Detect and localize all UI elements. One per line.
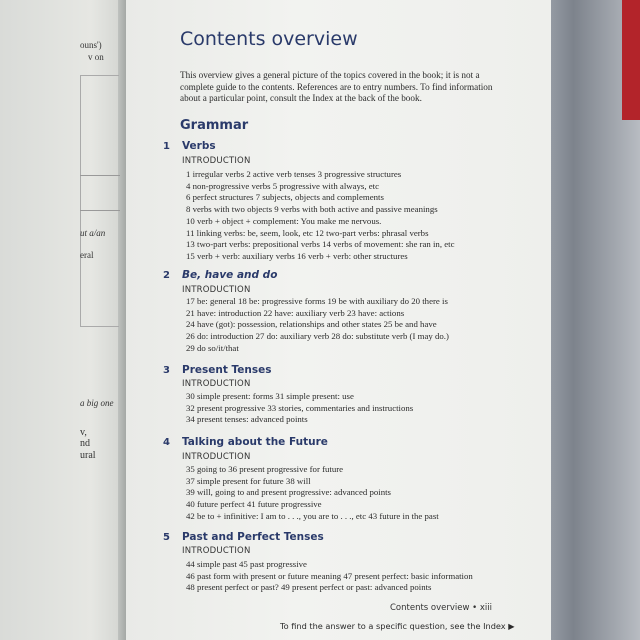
entry-line: 40 future perfect 41 future progressive — [186, 499, 322, 510]
part-heading: Grammar — [180, 118, 249, 133]
section-number: 3 — [163, 365, 170, 376]
entry-line: 42 be to + infinitive: I am to . . ., you are to . . ., etc 43 future in the past — [186, 510, 439, 521]
section-intro: INTRODUCTION — [182, 285, 251, 295]
prev-page-fragment: nd — [80, 438, 90, 449]
page-title: Contents overview — [180, 28, 358, 50]
prev-page-fragment: ut a/an — [80, 228, 106, 238]
entry-line: 11 linking verbs: be, seem, look, etc 12 two-part verbs: phrasal verbs — [186, 227, 429, 238]
page-footer: Contents overview • xiii — [390, 603, 492, 613]
entry-line: 46 past form with present or future meaning 47 present perfect: basic information — [186, 570, 473, 581]
section-number: 1 — [163, 141, 170, 152]
prev-page-fragment: v on — [88, 52, 104, 62]
entry-line: 26 do: introduction 27 do: auxiliary verb 28 do: substitute verb (I may do.) — [186, 331, 449, 342]
section-number: 4 — [163, 437, 170, 448]
index-note: To find the answer to a specific question, see the Index ▶ — [280, 621, 515, 631]
entry-line: 34 present tenses: advanced points — [186, 414, 308, 425]
prev-page-box — [80, 75, 119, 327]
section-title: Present Tenses — [182, 364, 272, 376]
entry-list — [186, 464, 439, 523]
section-title: Be, have and do — [182, 269, 278, 281]
entry-line: 13 two-part verbs: prepositional verbs 14 verbs of movement: she ran in, etc — [186, 239, 455, 250]
prev-page-fragment: ouns') — [80, 40, 102, 50]
red-book-edge — [622, 0, 640, 120]
entry-line: 35 going to 36 present progressive for future — [186, 464, 344, 474]
prev-page-rule — [80, 175, 120, 176]
entry-line: 21 have: introduction 22 have: auxiliary verb 23 have: actions — [186, 307, 405, 318]
section-number: 2 — [163, 270, 170, 281]
entry-line: 29 do so/it/that — [186, 342, 239, 353]
section-intro: INTRODUCTION — [182, 379, 251, 389]
entry-list — [186, 169, 454, 263]
entry-list — [186, 559, 473, 594]
entry-line: 15 verb + verb: auxiliary verbs 16 verb + verb: other structures — [186, 250, 408, 261]
entry-line: 24 have (got): possession, relationships and other states 25 be and have — [186, 319, 437, 330]
entry-line: 10 verb + object + complement: You make me nervous. — [186, 215, 382, 226]
entry-line: 6 perfect structures 7 subjects, objects and complements — [186, 192, 384, 203]
entry-line: 4 non-progressive verbs 5 progressive with always, etc — [186, 180, 379, 191]
entry-line: 17 be: general 18 be: progressive forms 19 be with auxiliary do 20 there is — [186, 296, 448, 306]
entry-line: 37 simple present for future 38 will — [186, 475, 311, 486]
entry-line: 39 will, going to and present progressive: advanced points — [186, 487, 391, 498]
prev-page-fragment: a big one — [80, 398, 114, 408]
entry-list — [186, 296, 449, 355]
section-title: Talking about the Future — [182, 436, 328, 448]
section-title: Verbs — [182, 140, 216, 152]
prev-page-fragment: ural — [80, 450, 96, 461]
section-intro: INTRODUCTION — [182, 546, 251, 556]
entry-line: 44 simple past 45 past progressive — [186, 559, 307, 569]
section-intro: INTRODUCTION — [182, 156, 251, 166]
entry-line: 48 present perfect or past? 49 present perfect or past: advanced points — [186, 582, 432, 593]
prev-page-fragment: eral — [80, 250, 94, 260]
section-intro: INTRODUCTION — [182, 452, 251, 462]
entry-line: 8 verbs with two objects 9 verbs with both active and passive meanings — [186, 204, 438, 215]
entry-line: 32 present progressive 33 stories, commentaries and instructions — [186, 402, 414, 413]
entry-list — [186, 391, 413, 426]
section-title: Past and Perfect Tenses — [182, 531, 324, 543]
prev-page-rule — [80, 210, 120, 211]
intro-paragraph: This overview gives a general picture of the topics covered in the book; it is not a complete guide to the contents. References are to entry numbers. To find information about a particular point, consult the Index at the back of the book. — [180, 70, 493, 103]
prev-page-fragment: v, — [80, 427, 87, 438]
entry-line: 1 irregular verbs 2 active verb tenses 3 progressive structures — [186, 169, 402, 179]
section-number: 5 — [163, 532, 170, 543]
entry-line: 30 simple present: forms 31 simple present: use — [186, 391, 354, 401]
